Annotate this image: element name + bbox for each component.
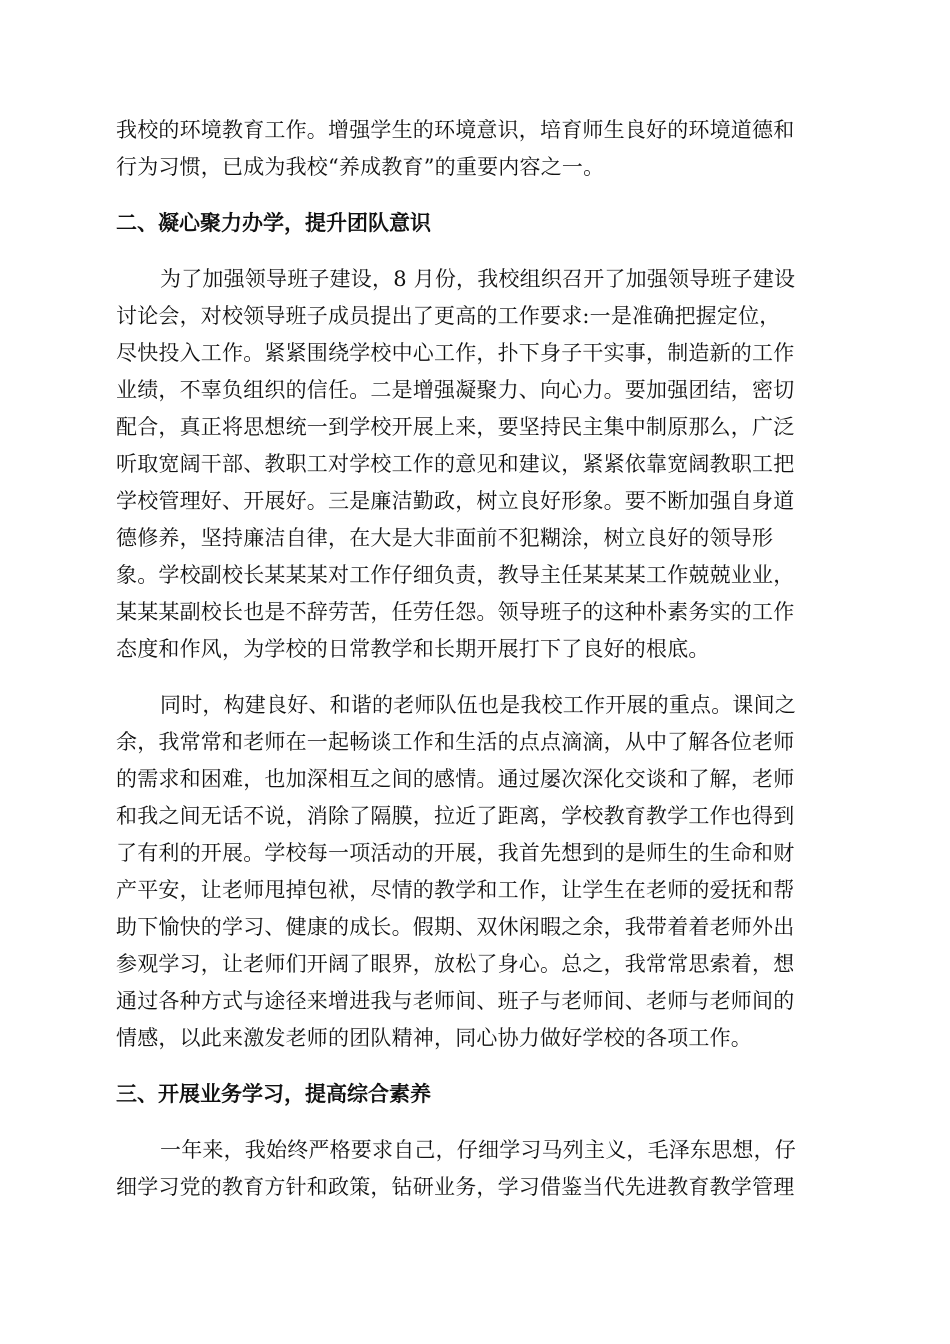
text-line: 同时，构建良好、和谐的老师队伍也是我校工作开展的重点。课间之	[160, 693, 796, 717]
paragraph-teacher-team	[116, 687, 832, 1057]
text-line: 了有利的开展。学校每一项活动的开展，我首先想到的是师生的生命和财	[116, 841, 795, 865]
text-line: 的需求和困难，也加深相互之间的感情。通过屡次深化交谈和了解，老师	[116, 767, 795, 791]
text-line: 尽快投入工作。紧紧围绕学校中心工作，扑下身子干实事，制造新的工作	[116, 341, 795, 365]
text-line: 态度和作风，为学校的日常教学和长期开展打下了良好的根底。	[116, 637, 710, 661]
paragraph-professional-study	[116, 1132, 832, 1206]
text-line: 讨论会，对校领导班子成员提出了更高的工作要求:一是准确把握定位，	[116, 304, 781, 328]
text-line: 一年来，我始终严格要求自己，仔细学习马列主义，毛泽东思想，仔	[160, 1138, 796, 1162]
text-line: 余，我常常和老师在一起畅谈工作和生活的点点滴滴，从中了解各位老师	[116, 730, 795, 754]
section-heading-study: 三、开展业务学习，提高综合素养	[116, 1081, 431, 1106]
text-line: 为了加强领导班子建设，8 月份，我校组织召开了加强领导班子建设	[160, 267, 796, 291]
text-line: 我校的环境教育工作。增强学生的环境意识，培育师生良好的环境道德和	[116, 118, 795, 142]
text-line: 和我之间无话不说，消除了隔膜，拉近了距离，学校教育教学工作也得到	[116, 804, 795, 828]
text-line: 某某某副校长也是不辞劳苦，任劳任怨。领导班子的这种朴素务实的工作	[116, 600, 795, 624]
text-line: 听取宽阔干部、教职工对学校工作的意见和建议，紧紧依靠宽阔教职工把	[116, 452, 795, 476]
text-line: 业绩，不辜负组织的信任。二是增强凝聚力、向心力。要加强团结，密切	[116, 378, 795, 402]
text-line: 助下愉快的学习、健康的成长。假期、双休闲暇之余，我带着着老师外出	[116, 915, 795, 939]
text-line: 学校管理好、开展好。三是廉洁勤政，树立良好形象。要不断加强自身道	[116, 489, 795, 513]
text-line: 细学习党的教育方针和政策，钻研业务，学习借鉴当代先进教育教学管理	[116, 1175, 795, 1199]
text-line: 象。学校副校长某某某对工作仔细负责，教导主任某某某工作兢兢业业，	[116, 563, 795, 587]
paragraph-leadership	[116, 261, 832, 668]
text-line: 行为习惯，已成为我校“养成教育”的重要内容之一。	[116, 155, 605, 179]
text-line: 产平安，让老师甩掉包袱，尽情的教学和工作，让学生在老师的爱抚和帮	[116, 878, 795, 902]
text-line: 配合，真正将思想统一到学校开展上来，要坚持民主集中制原那么，广泛	[116, 415, 795, 439]
document-body	[116, 112, 832, 1206]
paragraph-environment-education	[116, 112, 832, 186]
text-line: 通过各种方式与途径来增进我与老师间、班子与老师间、老师与老师间的	[116, 989, 795, 1013]
section-heading-team: 二、凝心聚力办学，提升团队意识	[116, 210, 431, 235]
text-line: 情感，以此来激发老师的团队精神，同心协力做好学校的各项工作。	[116, 1026, 752, 1050]
text-line: 德修养，坚持廉洁自律，在大是大非面前不犯糊涂，树立良好的领导形	[116, 526, 774, 550]
text-line: 参观学习，让老师们开阔了眼界，放松了身心。总之，我常常思索着，想	[116, 952, 795, 976]
